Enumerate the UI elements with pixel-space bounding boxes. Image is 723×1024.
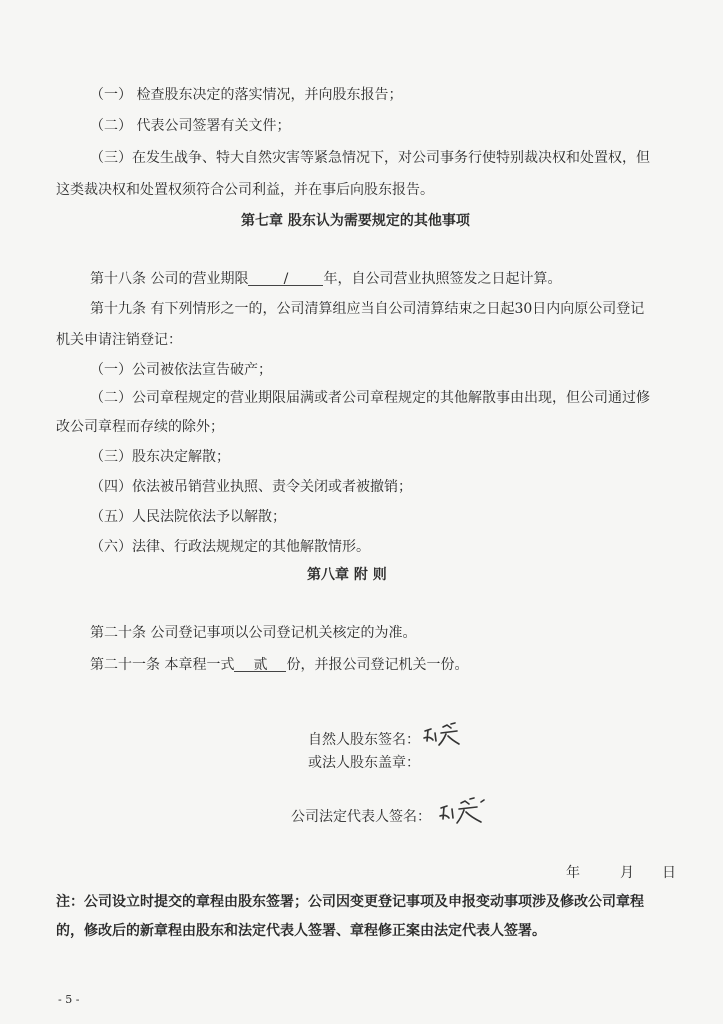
article-21-lead: 第二十一条 本章程一式 [90,657,235,673]
item-2: （二） 代表公司签署有关文件； [90,118,291,134]
article-18-tail: 年，自公司营业执照签发之日起计算。 [323,271,562,287]
article-19-line-2: 机关申请注销登记： [56,332,182,348]
article-19-line-1: 第十九条 有下列情形之一的，公司清算组应当自公司清算结束之日起30日内向原公司登记 [90,301,645,317]
article-20: 第二十条 公司登记事项以公司登记机关核定的为准。 [90,625,417,641]
page-number: - 5 - [58,993,80,1006]
legal-person-seal-label: 或法人股东盖章： [308,755,420,771]
article-19-clause-1: （一）公司被依法宣告破产； [90,362,272,378]
article-18-lead: 第十八条 公司的营业期限 [90,271,249,287]
item-3-line-1: （三）在发生战争、特大自然灾害等紧急情况下，对公司事务行使特别裁决权和处置权，但 [90,150,650,166]
article-21-tail: 份，并报公司登记机关一份。 [286,657,469,673]
date-month: 月 [620,865,634,881]
legal-representative-handwritten-signature [437,796,491,828]
article-19-clause-3: （三）股东决定解散； [90,449,230,465]
date-day: 日 [662,865,676,881]
natural-person-signature-label: 自然人股东签名： [308,732,420,748]
article-19-clause-2-line-1: （二）公司章程规定的营业期限届满或者公司章程规定的其他解散事由出现，但公司通过修 [90,390,650,406]
article-18 [90,270,561,288]
date-year: 年 [566,865,580,881]
shareholder-handwritten-signature [421,721,469,751]
note-line-2: 的，修改后的新章程由股东和法定代表人签署、章程修正案由法定代表人签署。 [56,923,546,939]
article-19-clause-5: （五）人民法院依法予以解散； [90,509,286,525]
article-19-clause-2-line-2: 改公司章程而存续的除外； [56,419,224,435]
article-18-term-blank: / [248,270,323,286]
article-21 [90,656,468,674]
item-3-line-2: 这类裁决权和处置权须符合公司利益，并在事后向股东报告。 [56,182,434,198]
chapter-7-title: 第七章 股东认为需要规定的其他事项 [241,213,470,229]
article-19-clause-6: （六）法律、行政法规规定的其他解散情形。 [90,539,370,555]
article-21-copies-blank: 贰 [234,656,286,672]
chapter-8-title: 第八章 附 则 [307,567,387,583]
note-line-1: 注：公司设立时提交的章程由股东签署；公司因变更登记事项及申报变动事项涉及修改公司章程 [56,894,644,910]
legal-representative-signature-label: 公司法定代表人签名： [291,809,431,825]
item-1: （一） 检查股东决定的落实情况，并向股东报告； [90,87,403,103]
article-19-clause-4: （四）依法被吊销营业执照、责令关闭或者被撤销； [90,479,412,495]
